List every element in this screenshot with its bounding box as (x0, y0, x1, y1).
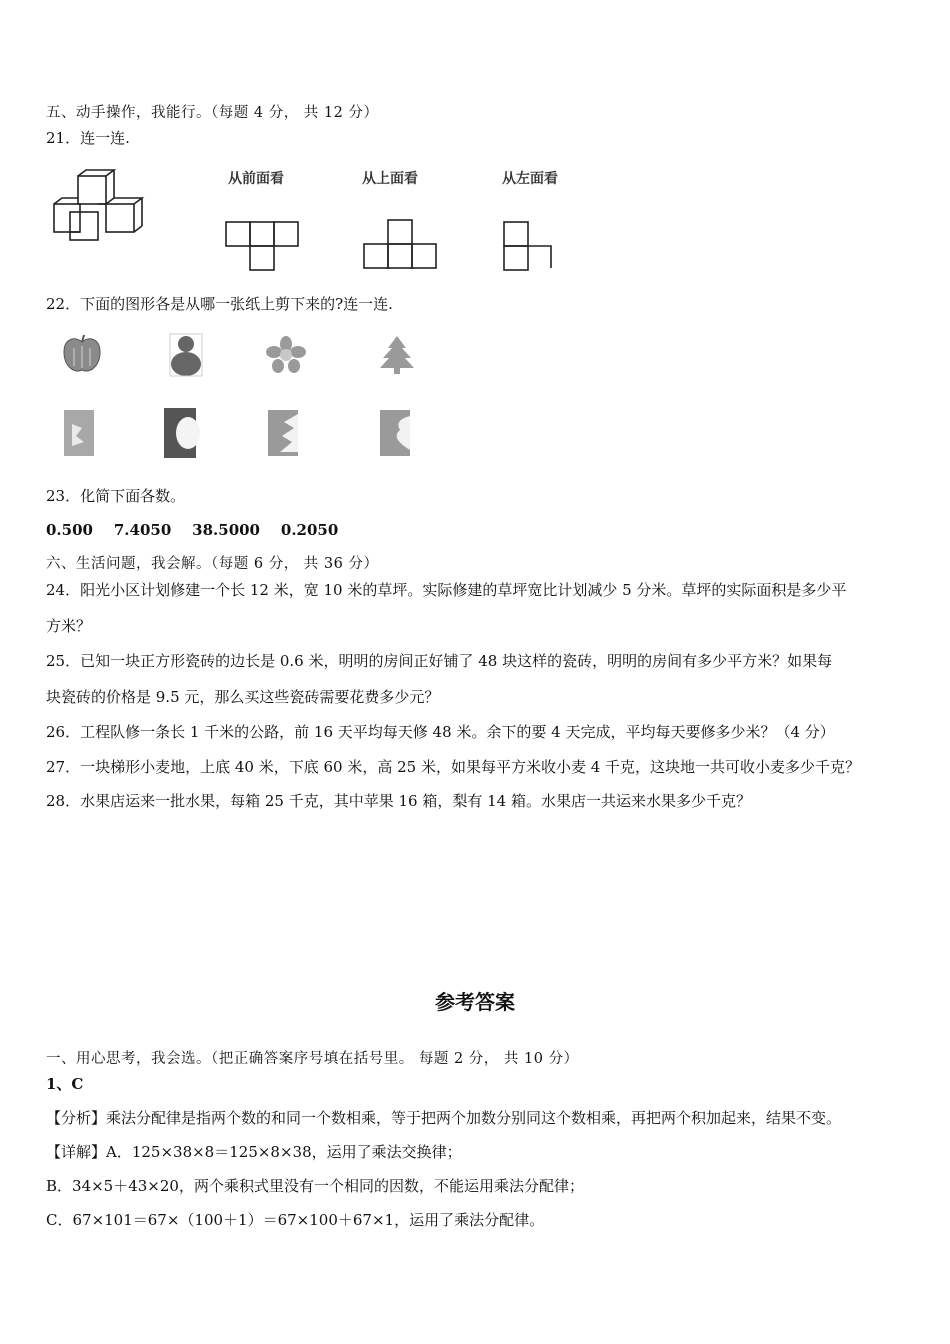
tree-shape-icon (378, 334, 416, 376)
view-label-top: 从上面看 (362, 171, 418, 187)
top-view-drawing (363, 218, 443, 272)
answer-detail-b: B．34×5＋43×20，两个乘积式里没有一个相同的因数，不能运用乘法分配律； (46, 1177, 584, 1195)
section6-heading: 六、生活问题，我会解。（每题 6 分， 共 36 分） (46, 556, 379, 572)
view-label-left: 从左面看 (502, 171, 558, 187)
q24-line2: 方米？ (46, 617, 92, 635)
answer-analysis: 【分析】乘法分配律是指两个数的和同一个数相乘，等于把两个加数分别同这个数相乘，再把两个积加起来，结果不变。 (46, 1109, 842, 1127)
q25-line2: 块瓷砖的价格是 9.5 元，那么买这些瓷砖需要花费多少元？ (46, 688, 440, 706)
answers-title: 参考答案 (435, 990, 515, 1014)
q21-text: 21．连一连. (46, 129, 130, 147)
q25-line1: 25．已知一块正方形瓷砖的边长是 0.6 米，明明的房间正好铺了 48 块这样的瓷砖，明明的房间有多少平方米？如果每 (46, 652, 833, 670)
left-view-drawing (503, 220, 555, 272)
flower-shape-icon (266, 336, 306, 374)
apple-shape-icon (62, 334, 102, 376)
gourd-shape-icon (168, 332, 204, 378)
section5-heading: 五、动手操作，我能行。（每题 4 分， 共 12 分） (46, 105, 379, 121)
cube-stack-figure (52, 168, 152, 248)
paper-sheet-1-icon (62, 408, 98, 458)
answer-detail-a: 【详解】A．125×38×8＝125×8×38，运用了乘法交换律； (46, 1143, 462, 1161)
answer-1: 1、C (46, 1075, 84, 1093)
view-label-front: 从前面看 (228, 171, 284, 187)
answers-section1-heading: 一、用心思考，我会选。（把正确答案序号填在括号里。 每题 2 分， 共 10 分） (46, 1051, 579, 1067)
q26-text: 26．工程队修一条长 1 千米的公路，前 16 天平均每天修 48 米。余下的要 4 天完成，平均每天要修多少米？（4 分） (46, 723, 835, 741)
front-view-drawing (225, 220, 305, 272)
paper-sheet-3-icon (266, 408, 302, 458)
q24-line1: 24．阳光小区计划修建一个长 12 米，宽 10 米的草坪。实际修建的草坪宽比计划减少 5 分米。草坪的实际面积是多少平 (46, 581, 847, 599)
q23-numbers: 0.500 7.4050 38.5000 0.2050 (46, 521, 339, 539)
q22-text: 22．下面的图形各是从哪一张纸上剪下来的?连一连. (46, 295, 393, 313)
paper-sheet-2-icon (160, 406, 202, 460)
paper-sheet-4-icon (378, 408, 414, 458)
answer-detail-c: C．67×101＝67×（100＋1）＝67×100＋67×1，运用了乘法分配律。 (46, 1211, 545, 1229)
q28-text: 28．水果店运来一批水果，每箱 25 千克，其中苹果 16 箱，梨有 14 箱。水果店一共运来水果多少千克？ (46, 792, 751, 810)
q23-text: 23．化简下面各数。 (46, 487, 186, 505)
q27-text: 27．一块梯形小麦地，上底 40 米，下底 60 米，高 25 米，如果每平方米收小麦 4 千克，这块地一共可收小麦多少千克？ (46, 758, 861, 776)
